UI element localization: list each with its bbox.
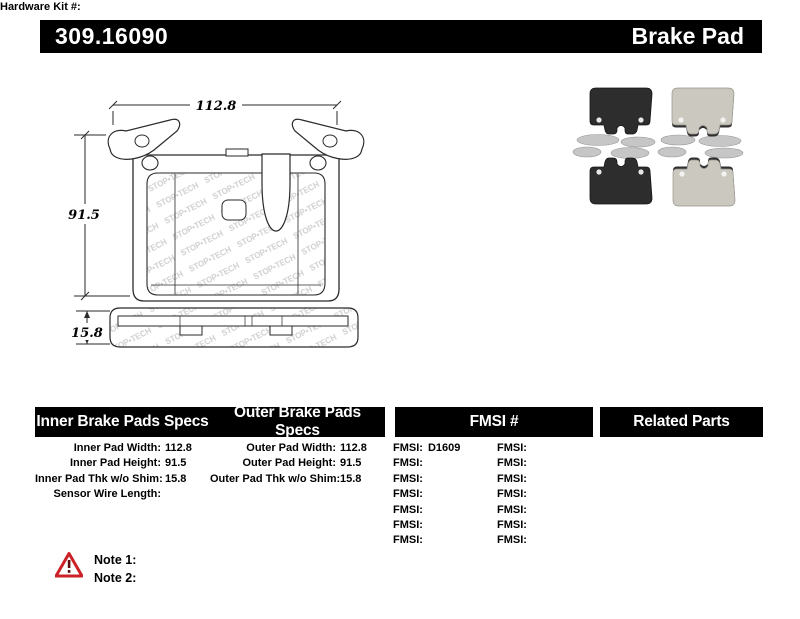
fmsi-row bbox=[393, 518, 460, 533]
plate-hole-left bbox=[142, 156, 158, 170]
fmsi-row bbox=[393, 456, 460, 471]
fmsi-label: FMSI: bbox=[393, 534, 423, 547]
inner-specs-title: Inner Brake Pads Specs bbox=[36, 413, 209, 430]
fmsi-label: FMSI: bbox=[497, 519, 527, 532]
shim-clips bbox=[573, 135, 743, 159]
edge-clip-notch-right bbox=[270, 326, 292, 335]
spec-row bbox=[35, 456, 215, 471]
fmsi-row bbox=[497, 533, 532, 548]
edge-view-body bbox=[110, 308, 358, 347]
fmsi-label: FMSI: bbox=[393, 457, 423, 470]
spec-row bbox=[210, 456, 390, 471]
edge-plate-strip bbox=[118, 316, 348, 326]
fmsi-label: FMSI: bbox=[497, 488, 527, 501]
fmsi-row bbox=[497, 503, 532, 518]
fmsi-right-column bbox=[497, 441, 532, 549]
spec-value: 15.8 bbox=[340, 472, 362, 485]
related-parts-title: Related Parts bbox=[633, 413, 730, 430]
fmsi-row bbox=[497, 472, 532, 487]
brake-pad-dark-top bbox=[590, 88, 652, 134]
fmsi-row bbox=[497, 441, 532, 456]
spec-value: 91.5 bbox=[340, 457, 362, 470]
fmsi-row bbox=[497, 487, 532, 502]
technical-drawing bbox=[30, 78, 400, 373]
header-bar bbox=[40, 20, 762, 53]
spec-row bbox=[35, 441, 215, 456]
warning-triangle-icon bbox=[55, 552, 83, 578]
dim-thickness-label: 15.8 bbox=[71, 326, 103, 341]
fmsi-row bbox=[393, 533, 460, 548]
note-2-label: Note 2: bbox=[94, 571, 137, 585]
related-parts-label: Hardware Kit #: bbox=[0, 1, 81, 13]
part-number: 309.16090 bbox=[55, 23, 169, 49]
inner-specs-column bbox=[35, 441, 215, 503]
fmsi-label: FMSI: bbox=[497, 442, 527, 454]
fmsi-header-bar bbox=[395, 407, 593, 437]
spec-row bbox=[35, 472, 215, 487]
plate-slot-hole bbox=[222, 200, 246, 220]
fmsi-row bbox=[497, 518, 532, 533]
notes-block bbox=[94, 551, 136, 587]
plate-hole-right bbox=[310, 156, 326, 170]
fmsi-label: FMSI: bbox=[497, 534, 527, 547]
spec-label: Outer Pad Height: bbox=[242, 457, 336, 470]
fmsi-label: FMSI: bbox=[497, 503, 527, 516]
brake-pad-light-bottom bbox=[673, 158, 735, 207]
fmsi-row bbox=[393, 503, 460, 518]
fmsi-label: FMSI: bbox=[393, 442, 423, 454]
fmsi-label: FMSI: bbox=[497, 472, 527, 485]
fmsi-label: FMSI: bbox=[393, 472, 423, 485]
fmsi-label: FMSI: bbox=[393, 503, 423, 516]
dim-height-label: 91.5 bbox=[68, 208, 100, 223]
product-photo bbox=[572, 82, 788, 212]
spec-row bbox=[35, 487, 215, 502]
fmsi-label: FMSI: bbox=[393, 488, 423, 501]
plate-top-tab bbox=[226, 149, 248, 156]
fmsi-value: D1609 bbox=[427, 442, 461, 454]
spec-label: Inner Pad Thk w/o Shim: bbox=[35, 472, 163, 485]
related-parts-column bbox=[0, 0, 800, 15]
fmsi-row bbox=[393, 472, 460, 487]
brake-pad-dark-bottom bbox=[590, 158, 652, 204]
fmsi-row bbox=[393, 487, 460, 502]
ear-hole-left bbox=[135, 135, 149, 147]
fmsi-label: FMSI: bbox=[497, 457, 527, 470]
fmsi-row bbox=[393, 441, 460, 456]
spec-value: 15.8 bbox=[165, 472, 187, 485]
note-1-label: Note 1: bbox=[94, 553, 137, 567]
spec-value: 112.8 bbox=[340, 442, 367, 454]
outer-specs-title: Outer Brake Pads Specs bbox=[234, 404, 361, 439]
pads-specs-header-bar bbox=[35, 404, 385, 439]
related-parts-header-bar bbox=[600, 407, 763, 437]
spec-value: 112.8 bbox=[165, 442, 192, 454]
spec-label: Inner Pad Width: bbox=[73, 442, 161, 454]
fmsi-left-column bbox=[393, 441, 460, 549]
dim-width-label: 112.8 bbox=[195, 99, 237, 114]
spec-label: Sensor Wire Length: bbox=[53, 488, 161, 501]
center-notch bbox=[262, 154, 290, 231]
fmsi-row bbox=[497, 456, 532, 471]
ear-hole-right bbox=[323, 135, 337, 147]
outer-specs-column bbox=[210, 441, 390, 487]
spec-value: 91.5 bbox=[165, 457, 187, 470]
edge-clip-notch-left bbox=[180, 326, 202, 335]
brake-pad-light-top bbox=[672, 88, 734, 137]
thickness-arrow-up bbox=[84, 311, 90, 318]
fmsi-title: FMSI # bbox=[469, 413, 519, 430]
spec-row bbox=[210, 441, 390, 456]
spec-label: Inner Pad Height: bbox=[69, 457, 161, 470]
spec-label: Outer Pad Width: bbox=[246, 442, 336, 454]
fmsi-label: FMSI: bbox=[393, 519, 423, 532]
spec-label: Outer Pad Thk w/o Shim: bbox=[210, 472, 341, 485]
product-name: Brake Pad bbox=[631, 23, 744, 49]
spec-row bbox=[210, 472, 390, 487]
